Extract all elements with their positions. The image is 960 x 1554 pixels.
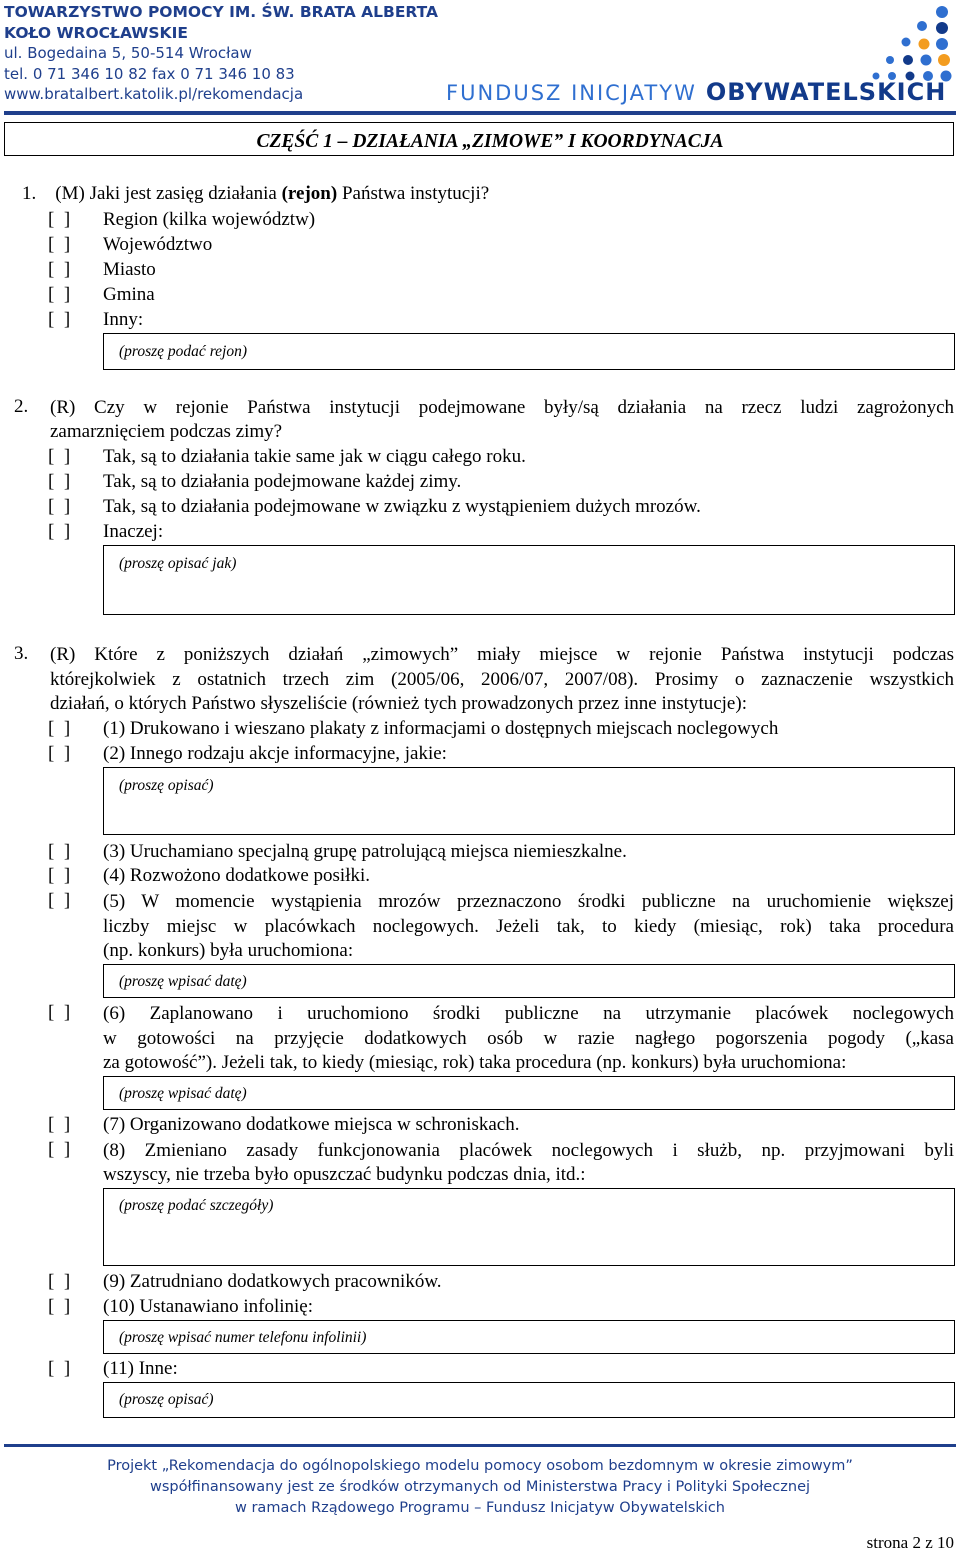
q1-checkbox-2[interactable]: [ ] xyxy=(48,234,71,255)
q3-line-3: działań, o których Państwo słyszeliście (również tych prowadzonych przez inne instytucje): xyxy=(50,693,747,714)
q3-option-6-line-1: (6) Zaplanowano i uruchomiono środki publiczne na utrzymanie placówek noclegowych xyxy=(103,1003,954,1024)
q3-checkbox-10[interactable]: [ ] xyxy=(48,1296,71,1317)
q2-checkbox-2[interactable]: [ ] xyxy=(48,471,71,492)
q1-option-2: Województwo xyxy=(103,234,213,255)
q3-option-6-line-2: w gotowości na przyjęcie dodatkowych osób w razie nagłego pogorszenia pogody („kasa xyxy=(103,1028,954,1049)
footer-line-3: w ramach Rządowego Programu – Fundusz Inicjatyw Obywatelskich xyxy=(235,1500,725,1516)
q3-option-1: (1) Drukowano i wieszano plakaty z informacjami o dostępnych miejscach noclegowych xyxy=(103,718,779,739)
q2-line-1: (R) Czy w rejonie Państwa instytucji podejmowane były/są działania na rzecz ludzi zagrożonych xyxy=(50,397,954,418)
q3-option-9: (9) Zatrudniano dodatkowych pracowników. xyxy=(103,1271,442,1292)
q2-option-2: Tak, są to działania podejmowane każdej zimy. xyxy=(103,471,462,492)
q3-option-5-line-1: (5) W momencie wystąpienia mrozów przeznaczono środki publiczne na uruchomienie większej xyxy=(103,891,954,912)
q1-text-after: Państwa instytucji? xyxy=(341,183,490,204)
q3-option-8-line-2: wszyscy, nie trzeba było opuszczać budynku podczas dnia, itd.: xyxy=(103,1164,586,1185)
q1-number: 1. xyxy=(22,183,37,204)
q3-option-4: (4) Rozwożono dodatkowe posiłki. xyxy=(103,865,371,886)
q2-checkbox-3[interactable]: [ ] xyxy=(48,496,71,517)
q3-checkbox-7[interactable]: [ ] xyxy=(48,1114,71,1135)
q1-bold-word: (rejon) xyxy=(281,183,338,204)
q2-line-2: zamarznięciem podczas zimy? xyxy=(50,421,283,442)
q3-checkbox-8[interactable]: [ ] xyxy=(48,1139,71,1160)
fio-logo-light: FUNDUSZ INICJATYW xyxy=(446,81,697,105)
q3-option-7: (7) Organizowano dodatkowe miejsca w schroniskach. xyxy=(103,1114,520,1135)
q1-marker: (M) xyxy=(55,183,85,204)
organization-header xyxy=(4,2,438,105)
q3-checkbox-2[interactable]: [ ] xyxy=(48,743,71,764)
q3-option-5-line-3: (np. konkurs) była uruchomiona: xyxy=(103,940,354,961)
q3-option-5-hint: (proszę wpisać datę) xyxy=(119,973,247,990)
q3-checkbox-6[interactable]: [ ] xyxy=(48,1002,71,1023)
q3-option-3: (3) Uruchamiano specjalną grupę patrolującą miejsca niemieszkalne. xyxy=(103,841,627,862)
footer-divider xyxy=(4,1444,956,1447)
q3-option-5-line-2: liczby miejsc w placówkach noclegowych. Jeżeli tak, to kiedy (miesiąc, rok) taka procedura xyxy=(103,916,954,937)
q1-checkbox-3[interactable]: [ ] xyxy=(48,259,71,280)
org-website: www.bratalbert.katolik.pl/rekomendacja xyxy=(4,85,304,103)
q3-checkbox-4[interactable]: [ ] xyxy=(48,865,71,886)
q1-option-3: Miasto xyxy=(103,259,156,280)
q3-option-2-hint: (proszę opisać) xyxy=(119,777,214,794)
question-1 xyxy=(22,182,489,206)
footer-line-2: współfinansowany jest ze środków otrzymanych od Ministerstwa Pracy i Polityki Społecznej xyxy=(149,1479,811,1495)
fio-logo xyxy=(446,78,946,106)
q3-option-2: (2) Innego rodzaju akcje informacyjne, jakie: xyxy=(103,743,447,764)
q1-option-5: Inny: xyxy=(103,309,144,330)
org-branch: KOŁO WROCŁAWSKIE xyxy=(4,23,188,42)
q3-option-10-hint: (proszę wpisać numer telefonu infolinii) xyxy=(119,1329,367,1346)
q1-checkbox-1[interactable]: [ ] xyxy=(48,209,71,230)
q2-option-1: Tak, są to działania takie same jak w ciągu całego roku. xyxy=(103,446,526,467)
q3-option-6-line-3: za gotowość”). Jeżeli tak, to kiedy (miesiąc, rok) taka procedura (np. konkurs) była uruchomiona: xyxy=(103,1052,847,1073)
q3-checkbox-5[interactable]: [ ] xyxy=(48,890,71,911)
q3-option-11-hint: (proszę opisać) xyxy=(119,1391,214,1408)
q3-option-11: (11) Inne: xyxy=(103,1358,178,1379)
q1-checkbox-4[interactable]: [ ] xyxy=(48,284,71,305)
q3-line-2: którejkolwiek z ostatnich trzech zim (2005/06, 2006/07, 2007/08). Prosimy o zaznaczenie wszystkich xyxy=(50,669,954,690)
q1-text-before: Jaki jest zasięg działania xyxy=(89,183,277,204)
q1-checkbox-5[interactable]: [ ] xyxy=(48,309,71,330)
fio-logo-dots-icon xyxy=(870,4,956,82)
q3-checkbox-11[interactable]: [ ] xyxy=(48,1358,71,1379)
section-title: CZĘŚĆ 1 – DZIAŁANIA „ZIMOWE” I KOORDYNACJA xyxy=(256,131,724,152)
org-name: TOWARZYSTWO POMOCY IM. ŚW. BRATA ALBERTA xyxy=(4,3,439,21)
q3-number: 3. xyxy=(14,643,29,664)
q2-option-3: Tak, są to działania podejmowane w związku z wystąpieniem dużych mrozów. xyxy=(103,496,701,517)
q2-checkbox-1[interactable]: [ ] xyxy=(48,446,71,467)
fio-logo-dark: OBYWATELSKICH xyxy=(705,78,947,106)
q3-option-6-hint: (proszę wpisać datę) xyxy=(119,1085,247,1102)
q3-option-2-field[interactable] xyxy=(103,767,955,835)
q3-option-10: (10) Ustanawiano infolinię: xyxy=(103,1296,314,1317)
q3-option-8-line-1: (8) Zmieniano zasady funkcjonowania placówek noclegowych i służb, np. przyjmowani byli xyxy=(103,1140,954,1161)
q2-checkbox-4[interactable]: [ ] xyxy=(48,521,71,542)
q2-hint: (proszę opisać jak) xyxy=(119,555,237,572)
q2-option-4: Inaczej: xyxy=(103,521,164,542)
footer-line-1: Projekt „Rekomendacja do ogólnopolskiego modelu pomocy osobom bezdomnym w okresie zimowym” xyxy=(107,1458,853,1474)
q1-option-4: Gmina xyxy=(103,284,155,305)
q3-option-8-hint: (proszę podać szczegóły) xyxy=(119,1197,274,1214)
header-divider xyxy=(4,111,956,115)
org-address: ul. Bogedaina 5, 50-514 Wrocław xyxy=(4,44,252,62)
q3-checkbox-9[interactable]: [ ] xyxy=(48,1271,71,1292)
q3-checkbox-1[interactable]: [ ] xyxy=(48,718,71,739)
q1-option-1: Region (kilka województw) xyxy=(103,209,316,230)
page-number: strona 2 z 10 xyxy=(866,1533,954,1552)
q3-option-11-field[interactable] xyxy=(103,1382,955,1418)
q1-hint: (proszę podać rejon) xyxy=(119,343,247,360)
org-phone: tel. 0 71 346 10 82 fax 0 71 346 10 83 xyxy=(4,64,295,83)
q3-line-1: (R) Które z poniższych działań „zimowych” miały miejsce w rejonie Państwa instytucji podczas xyxy=(50,644,954,665)
q3-checkbox-3[interactable]: [ ] xyxy=(48,841,71,862)
q2-number: 2. xyxy=(14,396,29,417)
